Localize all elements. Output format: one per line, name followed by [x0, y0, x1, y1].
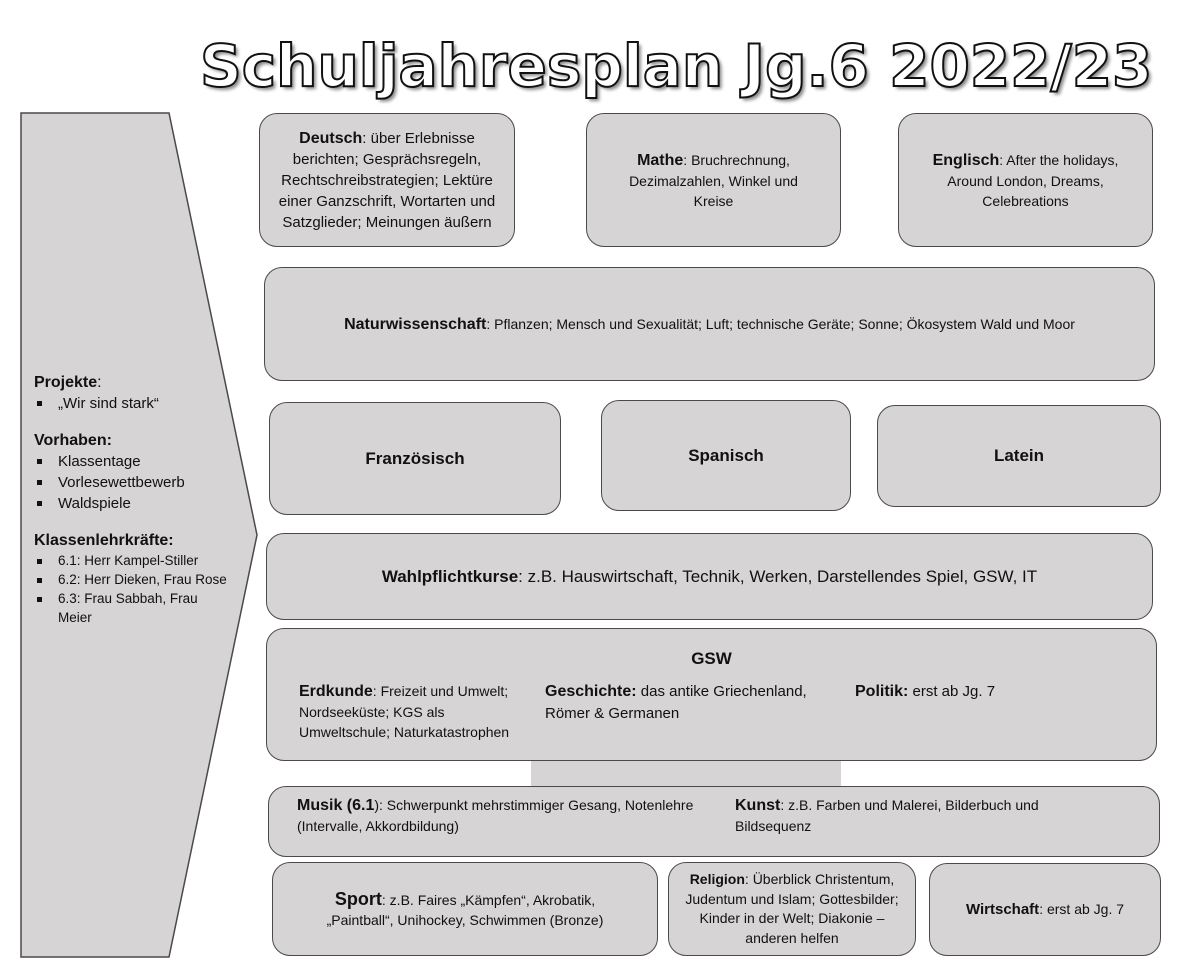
erdkunde-text: : Freizeit und Umwelt; Nordseeküste; KGS als Umweltschule; Naturkatastrophen	[299, 683, 510, 740]
kunst-block	[735, 795, 1095, 836]
politik-text: erst ab Jg. 7	[908, 683, 996, 700]
lehrkraefte-section	[34, 530, 234, 627]
vorhaben-item: Vorlesewettbewerb	[34, 472, 234, 493]
spanisch-label: Spanisch	[688, 445, 764, 465]
wirtschaft-box	[929, 863, 1161, 956]
politik-subject: Politik:	[855, 683, 909, 700]
franzoesisch-label: Französisch	[365, 448, 465, 468]
mathe-subject: Mathe	[637, 151, 684, 169]
geschichte-subject: Geschichte:	[545, 683, 637, 700]
sport-box	[272, 862, 658, 956]
vorhaben-section	[34, 430, 234, 514]
englisch-text: : After the holidays, Around London, Dreams, Celebreations	[947, 151, 1119, 209]
geschichte-text: das antike Griechenland, Römer & Germanen	[545, 683, 807, 722]
geschichte-block	[545, 681, 815, 725]
englisch-subject: Englisch	[932, 151, 1000, 169]
lehrkraefte-heading: Klassenlehrkräfte:	[34, 532, 174, 549]
gsw-box	[266, 628, 1157, 761]
lehrkraft-item: 6.2: Herr Dieken, Frau Rose	[34, 570, 234, 589]
wpk-text: : z.B. Hauswirtschaft, Technik, Werken, Darstellendes Spiel, GSW, IT	[518, 566, 1038, 586]
latein-box	[877, 405, 1161, 507]
sidebar-info	[34, 372, 234, 643]
gsw-title: GSW	[691, 649, 732, 668]
kunst-text: : z.B. Farben und Malerei, Bilderbuch und Bildsequenz	[735, 797, 1039, 834]
nawi-subject: Naturwissenschaft	[344, 315, 487, 333]
deutsch-box	[259, 113, 515, 247]
deutsch-text: : über Erlebnisse berichten; Gesprächsregeln, Rechtschreibstrategien; Lektüre einer Ganzschrift, Wortarten und Satzglieder; Meinungen äußern	[278, 129, 496, 231]
latein-label: Latein	[993, 446, 1045, 465]
wahlpflichtkurse-box	[266, 533, 1153, 620]
religion-box	[668, 862, 916, 956]
wirtschaft-subject: Wirtschaft	[965, 901, 1040, 918]
page-title: Schuljahresplan Jg.6 2022/23	[200, 32, 1153, 100]
wirtschaft-text: : erst ab Jg. 7	[1039, 901, 1125, 917]
vorhaben-item: Waldspiele	[34, 493, 234, 514]
lehrkraft-item: 6.3: Frau Sabbah, Frau Meier	[34, 589, 234, 627]
projekt-item: „Wir sind stark“	[34, 393, 234, 414]
sport-text: : z.B. Faires „Kämpfen“, Akrobatik, „Paintball“, Unihockey, Schwimmen (Bronze)	[326, 891, 604, 928]
vorhaben-heading: Vorhaben:	[34, 432, 112, 449]
religion-text: : Überblick Christentum, Judentum und Islam; Gottesbilder; Kinder in der Welt; Diakonie – anderen helfen	[685, 871, 899, 946]
projekte-heading: Projekte:	[34, 374, 102, 391]
musik-block	[297, 795, 697, 836]
gsw-connector	[531, 758, 841, 788]
erdkunde-block	[299, 681, 519, 742]
politik-block	[855, 681, 1115, 703]
mathe-text: : Bruchrechnung, Dezimalzahlen, Winkel und Kreise	[629, 151, 798, 209]
erdkunde-subject: Erdkunde	[299, 683, 373, 700]
mathe-box	[586, 113, 841, 247]
musik-subject: Musik (6.1	[297, 797, 375, 814]
nawi-text: : Pflanzen; Mensch und Sexualität; Luft; technische Geräte; Sonne; Ökosystem Wald und Moor	[486, 315, 1075, 332]
englisch-box	[898, 113, 1153, 247]
spanisch-box	[601, 400, 851, 511]
religion-subject: Religion	[689, 871, 745, 887]
deutsch-subject: Deutsch	[299, 129, 363, 147]
lehrkraft-item: 6.1: Herr Kampel-Stiller	[34, 551, 234, 570]
musik-text: ): Schwerpunkt mehrstimmiger Gesang, Notenlehre (Intervalle, Akkordbildung)	[297, 797, 694, 834]
franzoesisch-box	[269, 402, 561, 515]
naturwissenschaft-box	[264, 267, 1155, 381]
kunst-subject: Kunst	[735, 797, 781, 814]
musik-kunst-box	[268, 786, 1160, 857]
projekte-section	[34, 372, 234, 414]
vorhaben-item: Klassentage	[34, 451, 234, 472]
wpk-subject: Wahlpflichtkurse	[381, 566, 519, 586]
sport-subject: Sport	[334, 888, 382, 909]
